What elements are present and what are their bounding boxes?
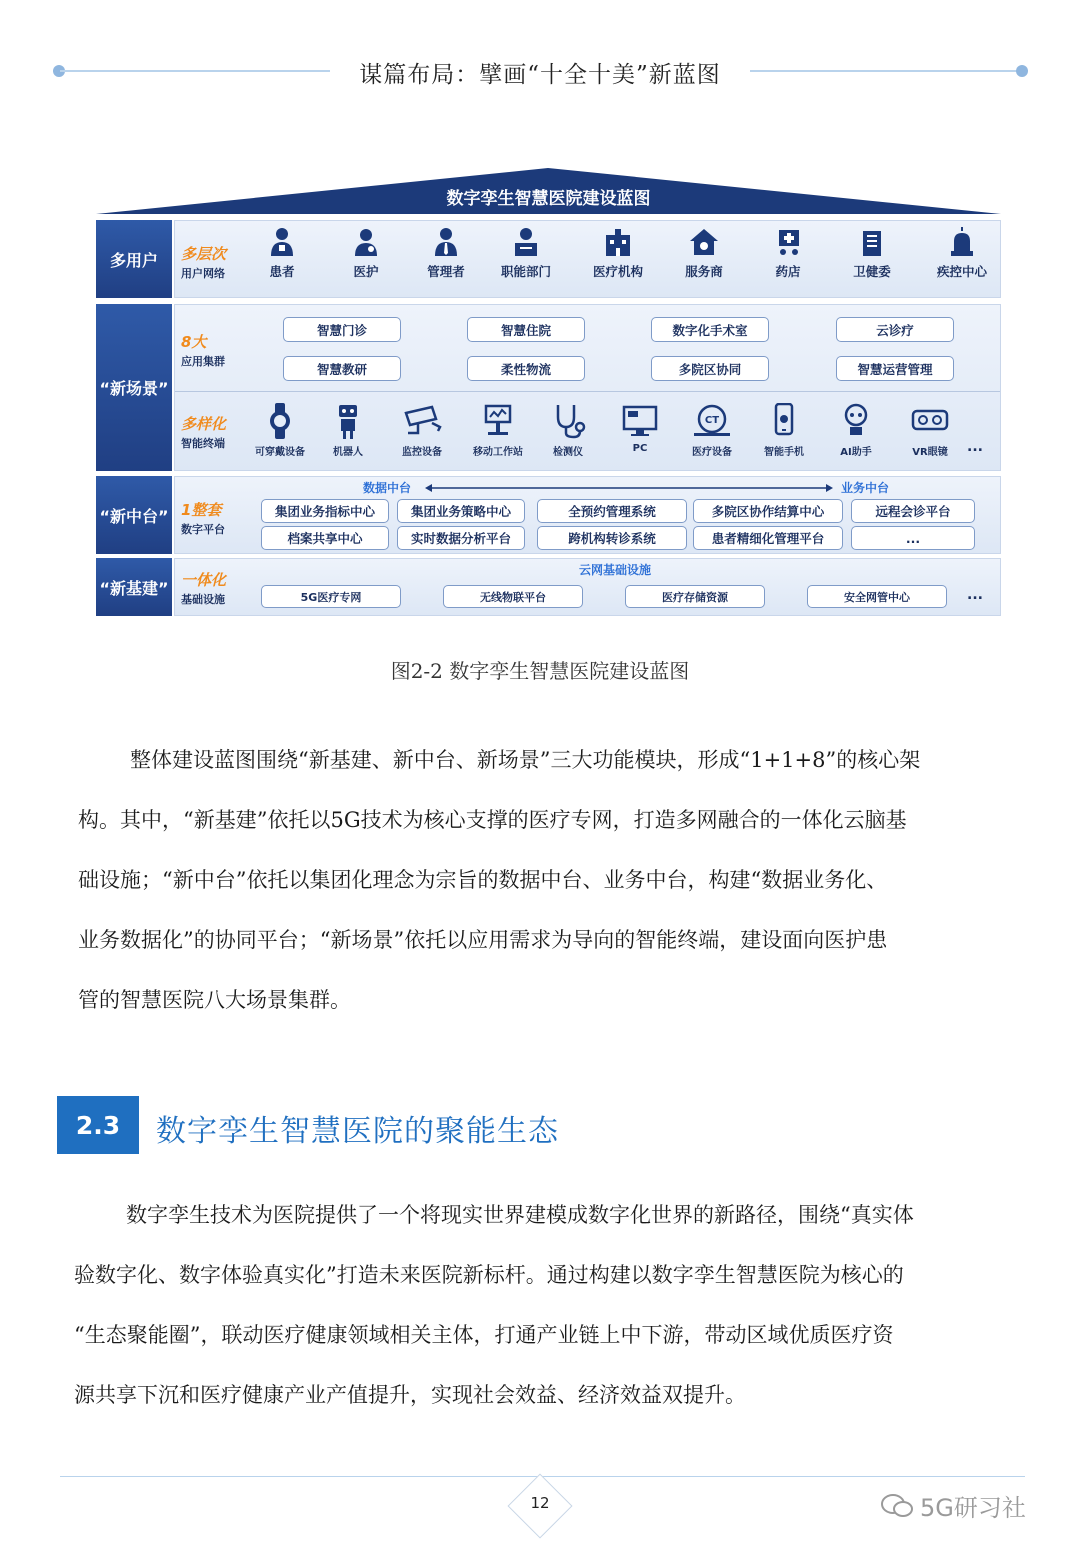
user-nurse [331, 227, 401, 280]
terminal-pc [607, 403, 673, 454]
app-pill: 智慧教研 [283, 356, 401, 381]
row-body-infra [174, 558, 1001, 616]
section-number: 2.3 [57, 1096, 139, 1154]
row-label-middle: “新中台” [96, 476, 172, 554]
ct-scanner-icon [692, 403, 732, 439]
users-lead-big: 多层次 [181, 245, 227, 263]
government-building-icon [857, 227, 887, 257]
system-pill: 全预约管理系统 [537, 499, 687, 523]
paragraph-line: 源共享下沉和医疗健康产业产值提升，实现社会效益、经济效益双提升。 [74, 1383, 746, 1407]
paragraph-2 [74, 1185, 1014, 1425]
terminal-label: 智能手机 [764, 447, 804, 458]
pharmacy-cart-icon [773, 227, 803, 257]
terminal-label: 可穿戴设备 [255, 447, 305, 458]
row-body-middle [174, 476, 1001, 554]
infra-pill: 5G医疗专网 [261, 585, 401, 608]
system-pill: 多院区协作结算中心 [693, 499, 843, 523]
smartwatch-icon [268, 403, 292, 439]
user-label: 职能部门 [500, 264, 551, 279]
paragraph-line: 础设施；“新中台”依托以集团化理念为宗旨的数据中台、业务中台，构建“数据业务化、 [78, 868, 888, 892]
scene-lead [181, 331, 225, 369]
middle-lead [181, 499, 225, 537]
users-lead [181, 243, 226, 281]
terminal-medical-device [679, 403, 745, 458]
terminal-wearable [247, 403, 313, 458]
infra-lead [181, 569, 226, 607]
department-icon [512, 227, 540, 257]
system-pill: 远程会诊平台 [851, 499, 975, 523]
terminal-label: VR眼镜 [912, 447, 948, 458]
app-pill: 多院区协同 [651, 356, 769, 381]
alarm-light-icon [947, 227, 977, 257]
user-label: 服务商 [685, 264, 723, 279]
watermark-text: 5G研习社 [920, 1494, 1026, 1522]
system-pill: 集团业务策略中心 [397, 499, 525, 523]
row-body-users [174, 220, 1001, 298]
app-pill: 柔性物流 [467, 356, 585, 381]
user-label: 医护 [353, 264, 379, 279]
terminal-vr [897, 403, 963, 458]
terminal-label: 监控设备 [402, 447, 442, 458]
row-label-users: 多用户 [96, 220, 172, 298]
terminal-smartphone [751, 403, 817, 458]
user-label: 管理者 [427, 264, 465, 279]
terminal-monitor [389, 403, 455, 458]
section-title: 数字孪生智慧医院的聚能生态 [156, 1114, 559, 1149]
terminal-label: AI助手 [840, 447, 872, 458]
computer-monitor-icon [622, 403, 658, 439]
robot-icon [336, 403, 360, 439]
app-pill: 智慧运营管理 [836, 356, 954, 381]
row-body-scene [174, 304, 1001, 471]
diagram-title: 数字孪生智慧医院建设蓝图 [446, 189, 651, 209]
terminal-label: 医疗设备 [692, 447, 732, 458]
user-health-commission [837, 227, 907, 280]
terminal-lead-small: 智能终端 [181, 437, 225, 450]
system-pill: 集团业务指标中心 [261, 499, 389, 523]
system-pill: 患者精细化管理平台 [693, 526, 843, 550]
user-pharmacy [753, 227, 823, 280]
infra-pill: 医疗存储资源 [625, 585, 765, 608]
paragraph-line: 管的智慧医院八大场景集群。 [78, 988, 351, 1012]
system-pill: 实时数据分析平台 [397, 526, 525, 550]
paragraph-line: “生态聚能圈”，联动医疗健康领域相关主体，打通产业链上中下游，带动区域优质医疗资 [74, 1323, 894, 1347]
terminal-robot [315, 403, 381, 458]
app-pill: 云诊疗 [836, 317, 954, 342]
terminal-label: 机器人 [333, 447, 363, 458]
header-right-line [750, 70, 1020, 72]
infra-lead-big: 一体化 [181, 571, 227, 589]
row-label-infra: “新基建” [96, 558, 172, 616]
header-right-dot [1016, 65, 1028, 77]
row-infra [96, 558, 1001, 616]
user-label: 医疗机构 [592, 264, 643, 279]
terminal-tester [535, 403, 601, 458]
terminal-ai-assistant [823, 403, 889, 458]
wechat-icon [880, 1493, 914, 1519]
row-middle [96, 476, 1001, 554]
infra-pill: 无线物联平台 [443, 585, 583, 608]
watermark [880, 1488, 1026, 1523]
system-pill: 跨机构转诊系统 [537, 526, 687, 550]
scene-lead-small: 应用集群 [181, 355, 225, 368]
app-pill: 智慧门诊 [283, 317, 401, 342]
infra-pill: 安全网管中心 [807, 585, 947, 608]
vr-goggles-icon [910, 403, 950, 439]
hospital-building-icon [603, 227, 633, 257]
paragraph-line: 业务数据化”的协同平台；“新场景”依托以应用需求为导向的智能终端，建设面向医护患 [78, 928, 888, 952]
cloud-infra-label: 云网基础设施 [579, 563, 652, 577]
security-camera-icon [402, 403, 442, 439]
middle-lead-small: 数字平台 [181, 523, 225, 536]
row-label-scene: “新场景” [96, 304, 172, 471]
paragraph-line: 整体建设蓝图围绕“新基建、新中台、新场景”三大功能模块，形成“1+1+8”的核心架 [130, 748, 921, 772]
infra-lead-small: 基础设施 [181, 593, 225, 606]
infra-more: ... [967, 587, 983, 603]
terminal-lead-big: 多样化 [181, 415, 227, 433]
middle-lead-big: 1整套 [181, 501, 222, 519]
paragraph-line: 构。其中，“新基建”依托以5G技术为核心支撑的医疗专网，打造多网融合的一体化云脑基 [78, 808, 907, 832]
nurse-icon [353, 227, 379, 257]
paragraph-line: 数字孪生技术为医院提供了一个将现实世界建模成数字化世界的新路径，围绕“真实体 [126, 1203, 914, 1227]
row-scene [96, 304, 1001, 471]
terminal-workstation [465, 403, 531, 458]
header-title: 谋篇布局：擘画“十全十美”新蓝图 [359, 62, 721, 88]
paragraph-line: 验数字化、数字体验真实化”打造未来医院新标杆。通过构建以数字孪生智慧医院为核心的 [74, 1263, 904, 1287]
terminal-label: 移动工作站 [473, 447, 523, 458]
figure-caption: 图2-2 数字孪生智慧医院建设蓝图 [390, 659, 690, 683]
user-cdc [927, 227, 997, 280]
scene-lead-big: 8大 [181, 333, 207, 351]
user-label: 药店 [775, 264, 801, 279]
scene-more: ... [967, 439, 983, 455]
system-pill: 档案共享中心 [261, 526, 389, 550]
smartphone-icon [770, 403, 798, 439]
user-label: 患者 [269, 264, 295, 279]
mobile-workstation-icon [480, 403, 516, 439]
paragraph-1 [78, 730, 1018, 1030]
ai-assistant-icon [840, 403, 872, 439]
user-department [491, 227, 561, 280]
user-provider [669, 227, 739, 280]
patient-icon [269, 227, 295, 257]
user-label: 疾控中心 [936, 264, 987, 279]
system-pill: ... [851, 526, 975, 550]
user-patient [247, 227, 317, 280]
svg-text:CT: CT [704, 415, 720, 426]
blueprint-diagram [96, 168, 1001, 616]
data-middle-label: 数据中台 [363, 481, 412, 495]
user-institution [583, 227, 653, 280]
house-service-icon [689, 227, 719, 257]
stethoscope-icon [550, 403, 586, 439]
row-users [96, 220, 1001, 298]
page-number: 12 [530, 1494, 550, 1512]
manager-icon [433, 227, 459, 257]
terminal-lead [181, 413, 226, 451]
scene-divider [175, 391, 1000, 392]
users-lead-small: 用户网络 [181, 267, 225, 280]
business-middle-label: 业务中台 [841, 481, 890, 495]
user-label: 卫健委 [853, 264, 891, 279]
double-arrow [425, 484, 833, 492]
app-pill: 智慧住院 [467, 317, 585, 342]
user-manager [411, 227, 481, 280]
terminal-label: PC [632, 443, 648, 454]
terminal-label: 检测仪 [553, 447, 583, 458]
app-pill: 数字化手术室 [651, 317, 769, 342]
